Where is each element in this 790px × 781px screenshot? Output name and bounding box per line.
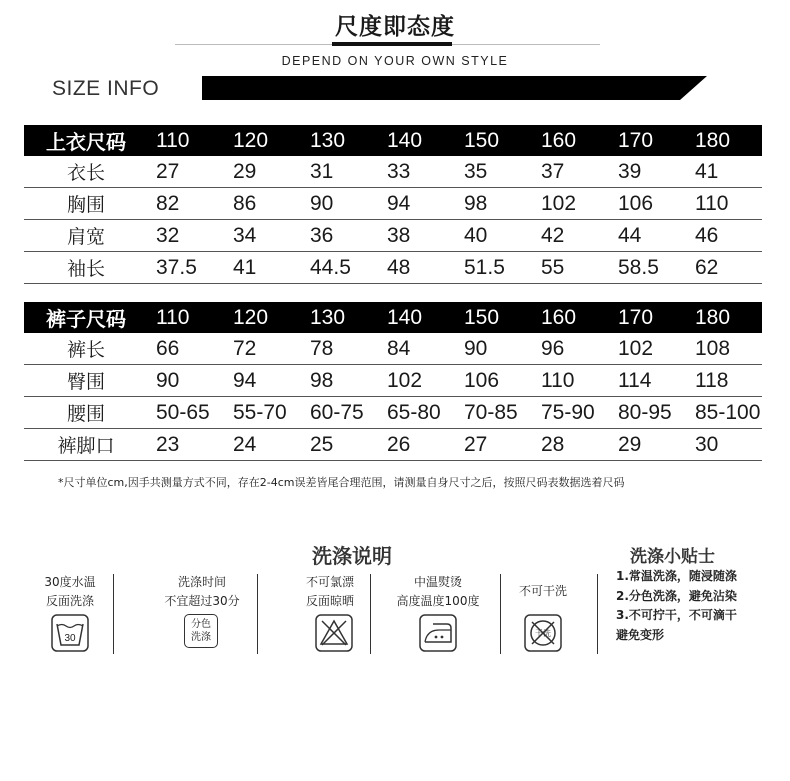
care-item-line1: 30度水温 <box>44 575 96 589</box>
table-cell: 85-100 <box>687 397 762 429</box>
table-cell: 82 <box>148 188 225 220</box>
care-item-no-dry-clean <box>505 582 581 601</box>
table-cell: 42 <box>533 220 610 252</box>
size-header-cell: 150 <box>456 302 533 333</box>
table-cell: 58.5 <box>610 252 687 284</box>
row-label: 胸围 <box>24 188 148 220</box>
table-cell: 94 <box>225 365 302 397</box>
care-divider <box>500 574 501 654</box>
table-cell: 41 <box>225 252 302 284</box>
size-header-cell: 130 <box>302 125 379 156</box>
table-cell: 94 <box>379 188 456 220</box>
table-row <box>24 429 762 461</box>
size-header-cell: 130 <box>302 302 379 333</box>
size-header-row <box>24 302 762 333</box>
table-cell: 28 <box>533 429 610 461</box>
table-cell: 102 <box>610 333 687 365</box>
size-header-label: 上衣尺码 <box>24 125 148 156</box>
table-cell: 110 <box>533 365 610 397</box>
pants-size-table <box>24 302 762 461</box>
table-cell: 90 <box>456 333 533 365</box>
row-label: 裤脚口 <box>24 429 148 461</box>
row-label: 衣长 <box>24 156 148 188</box>
size-header-cell: 120 <box>225 302 302 333</box>
care-divider <box>597 574 598 654</box>
size-header-cell: 180 <box>687 302 762 333</box>
table-row <box>24 188 762 220</box>
care-item-line2: 反面晾晒 <box>305 594 354 608</box>
table-cell: 51.5 <box>456 252 533 284</box>
table-cell: 75-90 <box>533 397 610 429</box>
table-cell: 27 <box>456 429 533 461</box>
table-cell: 29 <box>610 429 687 461</box>
tip-line: 避免变形 <box>616 627 665 642</box>
table-row <box>24 156 762 188</box>
wash-30-icon-text: 30 <box>64 633 76 644</box>
separate-wash-icon <box>184 614 218 648</box>
size-header-cell: 120 <box>225 125 302 156</box>
care-item-line1: 不可干洗 <box>518 584 567 598</box>
table-cell: 37.5 <box>148 252 225 284</box>
table-cell: 40 <box>456 220 533 252</box>
table-row <box>24 333 762 365</box>
table-cell: 70-85 <box>456 397 533 429</box>
table-cell: 44 <box>610 220 687 252</box>
tip-line: 3.不可拧干，不可滴干 <box>616 608 737 622</box>
table-cell: 65-80 <box>379 397 456 429</box>
table-cell: 86 <box>225 188 302 220</box>
table-cell: 46 <box>687 220 762 252</box>
table-cell: 35 <box>456 156 533 188</box>
table-cell: 55-70 <box>225 397 302 429</box>
table-cell: 84 <box>379 333 456 365</box>
size-header-cell: 170 <box>610 125 687 156</box>
size-header-cell: 110 <box>148 125 225 156</box>
care-item-line2: 反面洗涤 <box>45 594 94 608</box>
table-cell: 118 <box>687 365 762 397</box>
size-header-row <box>24 125 762 156</box>
table-cell: 25 <box>302 429 379 461</box>
wash-tips-list <box>616 567 737 645</box>
table-row <box>24 397 762 429</box>
care-item-iron <box>383 573 493 611</box>
table-cell: 32 <box>148 220 225 252</box>
wash-instructions-title: 洗涤说明 <box>312 544 392 568</box>
table-cell: 60-75 <box>302 397 379 429</box>
row-label: 臀围 <box>24 365 148 397</box>
page-title: 尺度即态度 <box>335 14 455 40</box>
table-cell: 98 <box>456 188 533 220</box>
table-cell: 90 <box>148 365 225 397</box>
table-cell: 34 <box>225 220 302 252</box>
measurement-note: *尺寸单位cm,因手共测量方式不同，存在2-4cm误差皆尾合理范围，请测量自身尺寸之后，按照尺码表数据选着尺码 <box>58 476 625 489</box>
tip-line: 2.分色洗涤，避免沾染 <box>616 588 737 603</box>
care-item-line2: 高度温度100度 <box>396 594 480 608</box>
care-item-wash-30 <box>28 573 112 611</box>
wash-30-icon <box>51 614 89 652</box>
table-cell: 23 <box>148 429 225 461</box>
care-item-wash-time <box>150 573 254 611</box>
no-dry-clean-icon-text: 干洗 <box>535 629 551 638</box>
table-cell: 55 <box>533 252 610 284</box>
size-info-bar-tip <box>680 76 707 100</box>
care-item-line1: 中温熨烫 <box>413 575 462 589</box>
title-underline <box>332 42 452 46</box>
row-label: 腰围 <box>24 397 148 429</box>
table-cell: 80-95 <box>610 397 687 429</box>
care-item-line1: 洗涤时间 <box>177 575 226 589</box>
table-cell: 36 <box>302 220 379 252</box>
table-row <box>24 365 762 397</box>
iron-medium-icon <box>419 614 457 652</box>
size-header-cell: 160 <box>533 302 610 333</box>
size-info-heading: SIZE INFO <box>52 77 160 100</box>
size-info-bar <box>202 76 680 100</box>
row-label: 裤长 <box>24 333 148 365</box>
size-header-cell: 170 <box>610 302 687 333</box>
table-cell: 24 <box>225 429 302 461</box>
table-cell: 41 <box>687 156 762 188</box>
care-item-line1: 不可氯漂 <box>305 575 354 589</box>
size-header-cell: 140 <box>379 302 456 333</box>
table-cell: 72 <box>225 333 302 365</box>
table-cell: 106 <box>456 365 533 397</box>
size-header-cell: 140 <box>379 125 456 156</box>
table-cell: 44.5 <box>302 252 379 284</box>
table-cell: 48 <box>379 252 456 284</box>
care-item-no-bleach <box>290 573 370 611</box>
tops-size-table <box>24 125 762 284</box>
size-header-cell: 150 <box>456 125 533 156</box>
row-label: 肩宽 <box>24 220 148 252</box>
table-cell: 110 <box>687 188 762 220</box>
table-cell: 27 <box>148 156 225 188</box>
table-cell: 50-65 <box>148 397 225 429</box>
size-header-cell: 180 <box>687 125 762 156</box>
table-cell: 98 <box>302 365 379 397</box>
table-cell: 37 <box>533 156 610 188</box>
size-header-cell: 160 <box>533 125 610 156</box>
table-row <box>24 252 762 284</box>
table-cell: 66 <box>148 333 225 365</box>
table-row <box>24 220 762 252</box>
table-cell: 33 <box>379 156 456 188</box>
table-cell: 26 <box>379 429 456 461</box>
care-divider <box>257 574 258 654</box>
separate-wash-icon-text: 分色 洗涤 <box>191 619 211 643</box>
table-cell: 90 <box>302 188 379 220</box>
care-divider <box>113 574 114 654</box>
care-item-line2: 不宜超过30分 <box>164 594 240 608</box>
no-bleach-icon <box>315 614 353 652</box>
no-dry-clean-icon <box>524 614 562 652</box>
size-header-cell: 110 <box>148 302 225 333</box>
table-cell: 106 <box>610 188 687 220</box>
care-divider <box>370 574 371 654</box>
table-cell: 108 <box>687 333 762 365</box>
table-cell: 78 <box>302 333 379 365</box>
table-cell: 102 <box>379 365 456 397</box>
table-cell: 102 <box>533 188 610 220</box>
table-cell: 39 <box>610 156 687 188</box>
row-label: 袖长 <box>24 252 148 284</box>
table-cell: 38 <box>379 220 456 252</box>
table-cell: 114 <box>610 365 687 397</box>
page-subtitle: DEPEND ON YOUR OWN STYLE <box>281 54 509 68</box>
wash-tips-title: 洗涤小贴士 <box>630 547 715 567</box>
table-cell: 30 <box>687 429 762 461</box>
table-cell: 62 <box>687 252 762 284</box>
table-cell: 96 <box>533 333 610 365</box>
table-cell: 29 <box>225 156 302 188</box>
table-cell: 31 <box>302 156 379 188</box>
size-header-label: 裤子尺码 <box>24 302 148 333</box>
tip-line: 1.常温洗涤，随浸随涤 <box>616 569 737 583</box>
